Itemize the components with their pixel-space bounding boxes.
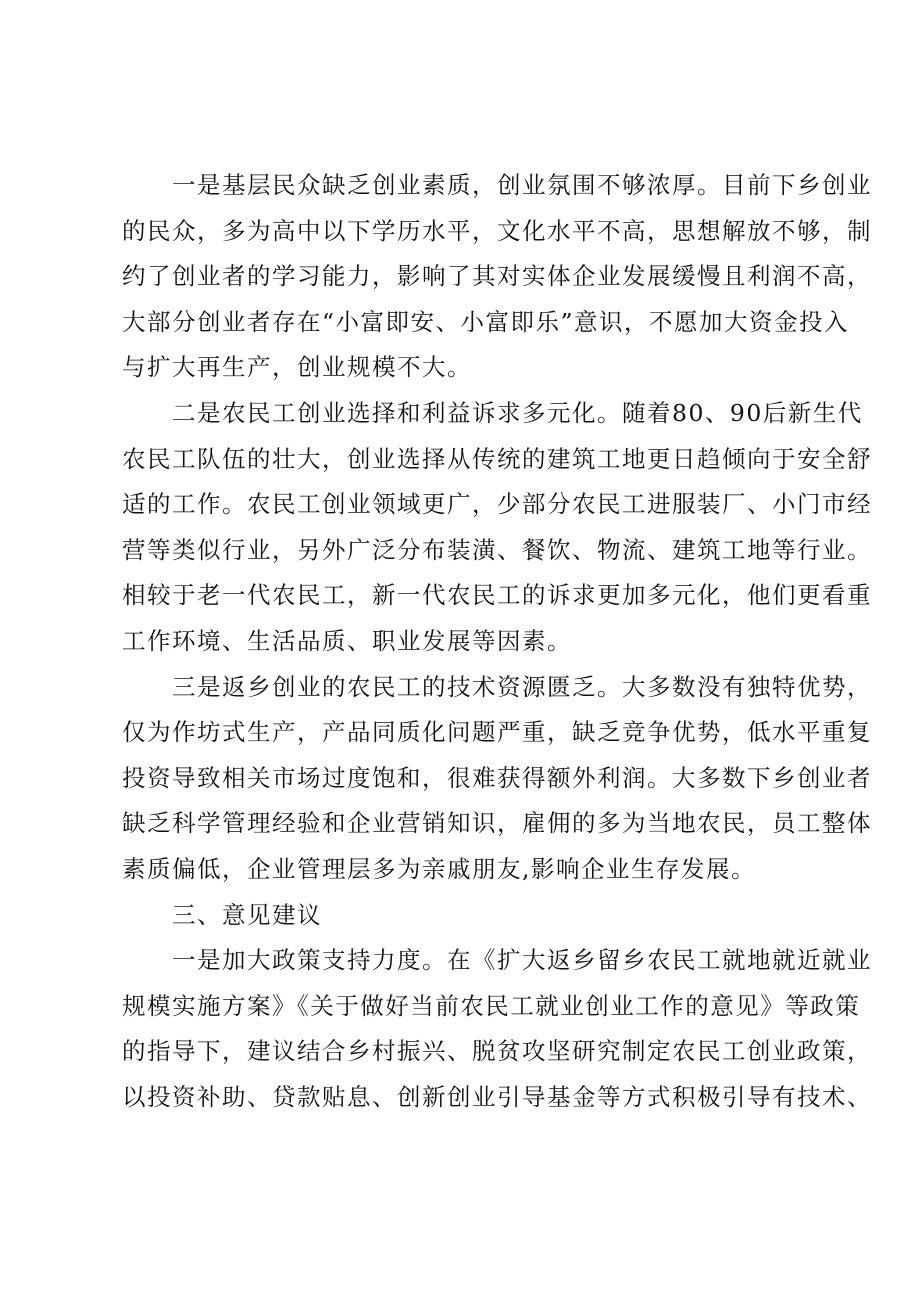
- text-line: 工作环境、生活品质、职业发展等因素。: [122, 626, 572, 655]
- text-line: 二是农民工创业选择和利益诉求多元化。随着80、90后新生代: [172, 398, 863, 427]
- text-line: 农民工队伍的壮大，创业选择从传统的建筑工地更日趋倾向于安全舒: [122, 444, 872, 473]
- text-line: 以投资补助、贷款贴息、创新创业引导基金等方式积极引导有技术、: [122, 1082, 872, 1111]
- text-line: 大部分创业者存在“小富即安、小富即乐”意识，不愿加大资金投入: [122, 307, 850, 336]
- text-line: 仅为作坊式生产，产品同质化问题严重，缺乏竞争优势，低水平重复: [122, 718, 872, 747]
- paragraph-resource-shortage: [122, 665, 872, 893]
- text-line: 投资导致相关市场过度饱和，很难获得额外利润。大多数下乡创业者: [122, 763, 872, 792]
- text-line: 的指导下，建议结合乡村振兴、脱贫攻坚研究制定农民工创业政策，: [122, 1037, 872, 1066]
- paragraph-diversified-demands: [122, 391, 872, 665]
- text-line: 素质偏低，企业管理层多为亲戚朋友,影响企业生存发展。: [122, 854, 756, 883]
- paragraph-policy-support: [122, 938, 872, 1120]
- text-line: 一是加大政策支持力度。在《扩大返乡留乡农民工就地就近就业: [172, 946, 872, 975]
- section-heading-text: 三、意见建议: [172, 900, 322, 929]
- text-line: 规模实施方案》《关于做好当前农民工就业创业工作的意见》等政策: [122, 991, 861, 1020]
- text-line: 一是基层民众缺乏创业素质，创业氛围不够浓厚。目前下乡创业: [172, 171, 872, 199]
- text-line: 营等类似行业，另外广泛分布装潢、餐饮、物流、建筑工地等行业。: [122, 535, 872, 564]
- text-line: 相较于老一代农民工，新一代农民工的诉求更加多元化，他们更看重: [122, 581, 872, 610]
- text-line: 与扩大再生产，创业规模不大。: [122, 353, 472, 382]
- text-line: 三是返乡创业的农民工的技术资源匮乏。大多数没有独特优势，: [172, 672, 872, 701]
- text-line: 约了创业者的学习能力，影响了其对实体企业发展缓慢且利润不高，: [122, 262, 872, 291]
- text-line: 适的工作。农民工创业领域更广，少部分农民工进服装厂、小门市经: [122, 490, 872, 519]
- paragraph-grassroots-quality: [122, 163, 872, 391]
- text-line: 缺乏科学管理经验和企业营销知识，雇佣的多为当地农民，员工整体: [122, 809, 872, 838]
- section-heading: [122, 893, 830, 939]
- text-line: 的民众，多为高中以下学历水平，文化水平不高，思想解放不够，制: [122, 216, 872, 245]
- document-body: [122, 163, 872, 1120]
